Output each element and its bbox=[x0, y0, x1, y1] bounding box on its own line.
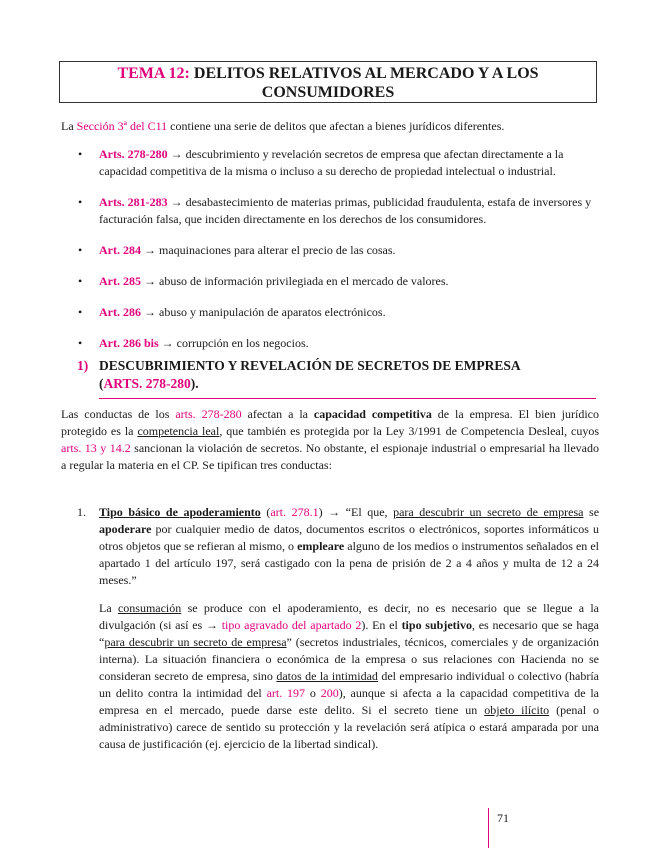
article-link[interactable]: Art. 286 bbox=[99, 305, 141, 319]
bold-text: capacidad competitiva bbox=[313, 407, 432, 421]
article-description: → desabastecimiento de materias primas, publicidad fraudulenta, estafa de inversores y facturación falsa, que inciden directamente en los derechos de los consumidores. bbox=[99, 195, 592, 226]
list-item bbox=[78, 335, 600, 352]
article-link[interactable]: art. 197 bbox=[266, 686, 306, 700]
list-item bbox=[78, 242, 600, 259]
document-title bbox=[59, 61, 597, 103]
underlined-text: consumación bbox=[117, 601, 182, 615]
text: del empresario individual o colectivo (habría un delito contra la intimidad del bbox=[99, 669, 600, 700]
text: o bbox=[305, 686, 321, 700]
article-list bbox=[78, 146, 600, 366]
article-link[interactable]: arts. 13 y 14.2 bbox=[61, 441, 131, 455]
bold-text: empleare bbox=[297, 539, 345, 553]
page-number: 71 bbox=[497, 811, 509, 825]
bold-text: apoderare bbox=[99, 522, 152, 536]
text: (penal o administrativo) carece de sentido su protección y la revelación será atípica o estará amparada por una causa de justificación (ej. ejercicio de la libertad sindical). bbox=[99, 703, 599, 751]
bullet-icon: • bbox=[78, 336, 83, 350]
intro-text: contiene una serie de delitos que afectan a bienes jurídicos diferentes. bbox=[167, 119, 505, 133]
text: se bbox=[583, 505, 600, 519]
article-description: → corrupción en los negocios. bbox=[158, 336, 309, 350]
article-description: → abuso y manipulación de aparatos electrónicos. bbox=[141, 305, 386, 319]
section-title-text: DESCUBRIMIENTO Y REVELACIÓN DE SECRETOS DE EMPRESA bbox=[99, 358, 521, 373]
list-item bbox=[78, 194, 600, 228]
article-link[interactable]: Arts. 281-283 bbox=[99, 195, 168, 209]
text: ), aunque si afecta a la capacidad competitiva de la empresa en el mercado, puede darse este delito. Si el secreto tiene un bbox=[99, 686, 600, 717]
article-description: → descubrimiento y revelación secretos de empresa que afectan directamente a la capacidad competitiva de la misma o incluso a su derecho de propiedad intelectual o industrial. bbox=[99, 147, 564, 178]
consumacion-paragraph bbox=[99, 600, 599, 753]
section-intro-paragraph bbox=[61, 406, 599, 474]
item-text bbox=[99, 504, 599, 589]
text: se produce con el apoderamiento, es decir, no es necesario que se llegue a la divulgación (si así es → bbox=[99, 601, 599, 632]
list-item bbox=[78, 273, 600, 290]
text: ( bbox=[260, 505, 271, 519]
list-item bbox=[78, 304, 600, 321]
list-item bbox=[78, 146, 600, 180]
article-description: → abuso de información privilegiada en el mercado de valores. bbox=[141, 274, 449, 288]
text: sancionan la violación de secretos. No obstante, el espionaje industrial o empresarial ha llevado a regular la materia en el CP. Se tipifican tres conductas: bbox=[61, 441, 600, 472]
underlined-text: competencia leal bbox=[137, 424, 220, 438]
article-link[interactable]: Arts. 278-280 bbox=[99, 147, 168, 161]
text: ). En el bbox=[361, 618, 402, 632]
section-arts-link[interactable]: ARTS. 278-280 bbox=[103, 376, 191, 391]
underlined-text: para descubrir un secreto de empresa bbox=[104, 635, 287, 649]
numbered-item bbox=[77, 504, 599, 589]
section-paren: ). bbox=[190, 376, 199, 391]
section-title bbox=[99, 357, 597, 393]
article-link[interactable]: 200 bbox=[320, 686, 339, 700]
text: afectan a la bbox=[241, 407, 314, 421]
bullet-icon: • bbox=[78, 147, 83, 161]
section-heading bbox=[77, 357, 597, 393]
underlined-text: para descubrir un secreto de empresa bbox=[393, 505, 584, 519]
article-link[interactable]: arts. 278-280 bbox=[175, 407, 242, 421]
article-description: → maquinaciones para alterar el precio de las cosas. bbox=[141, 243, 396, 257]
text: ” (secretos industriales, técnicos, comerciales y de organización interna). La situación financiera o económica de la empresa o sus relaciones con Hacienda no se consideran secreto de empresa, sino bbox=[99, 635, 599, 683]
text: La bbox=[99, 601, 118, 615]
text: de la empresa. El bien jurídico protegido es la bbox=[61, 407, 599, 438]
article-link[interactable]: Art. 284 bbox=[99, 243, 141, 257]
intro-link[interactable]: Sección 3ª del C11 bbox=[76, 119, 168, 133]
article-link[interactable]: Art. 286 bis bbox=[99, 336, 159, 350]
bullet-icon: • bbox=[78, 274, 83, 288]
bullet-icon: • bbox=[78, 195, 83, 209]
article-link[interactable]: tipo agravado del apartado 2 bbox=[221, 618, 362, 632]
title-line2: CONSUMIDORES bbox=[261, 84, 395, 101]
text: alguno de los medios o instrumentos señalados en el apartado 1 del artículo 197, será castigado con la pena de prisión de 2 a 4 años y multa de 12 a 24 meses.” bbox=[99, 539, 599, 587]
bullet-icon: • bbox=[78, 305, 83, 319]
text: ) → “El que, bbox=[318, 505, 394, 519]
intro-text: La bbox=[61, 119, 77, 133]
text: por cualquier medio de datos, documentos escritos o electrónicos, soportes informáticos u otros objetos que se refieran al mismo, o bbox=[99, 522, 599, 553]
section-divider bbox=[99, 398, 596, 399]
title-prefix: TEMA 12: bbox=[117, 65, 190, 82]
section-number: 1) bbox=[77, 358, 89, 373]
text: , es necesario que se haga “ bbox=[99, 618, 599, 649]
bold-text: tipo subjetivo bbox=[401, 618, 472, 632]
intro-paragraph bbox=[61, 119, 601, 134]
item-number: 1. bbox=[77, 505, 86, 519]
title-line1: DELITOS RELATIVOS AL MERCADO Y A LOS bbox=[193, 65, 539, 82]
bullet-icon: • bbox=[78, 243, 83, 257]
text: Las conductas de los bbox=[61, 407, 176, 421]
article-link[interactable]: art. 278.1 bbox=[270, 505, 319, 519]
underlined-text: objeto ilícito bbox=[484, 703, 550, 717]
underlined-text: datos de la intimidad bbox=[276, 669, 378, 683]
underlined-text: Tipo básico de apoderamiento bbox=[99, 505, 261, 519]
footer-divider bbox=[488, 808, 489, 848]
section-paren: ( bbox=[99, 376, 104, 391]
text: , que también es protegida por la Ley 3/1991 de Competencia Desleal, cuyos bbox=[219, 424, 600, 438]
article-link[interactable]: Art. 285 bbox=[99, 274, 141, 288]
